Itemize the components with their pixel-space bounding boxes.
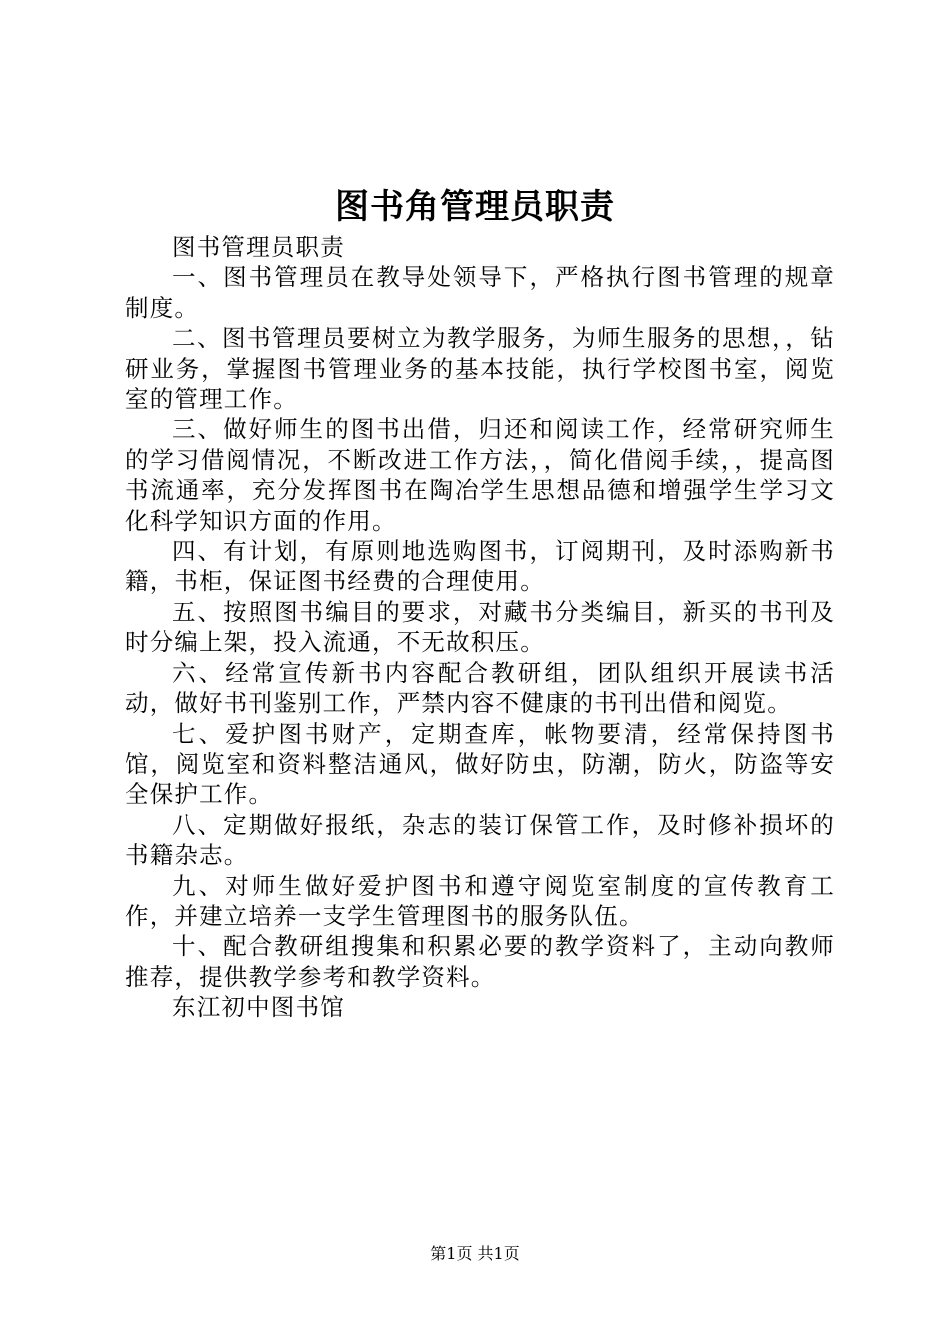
document-title: 图书角管理员职责 [335, 187, 615, 227]
duty-item-7: 七、爱护图书财产，定期查库，帐物要清，经常保持图书馆，阅览室和资料整洁通风，做好防虫，防潮，防火，防盗等安全保护工作。 [125, 719, 835, 809]
duty-item-3: 三、做好师生的图书出借，归还和阅读工作，经常研究师生的学习借阅情况，不断改进工作方法，，简化借阅手续，，提高图书流通率，充分发挥图书在陶冶学生思想品德和增强学生学习文化科学知识方面的作用。 [125, 415, 835, 535]
duty-item-1: 一、图书管理员在教导处领导下，严格执行图书管理的规章制度。 [125, 263, 835, 322]
document-body [125, 232, 835, 1023]
duty-item-9: 九、对师生做好爱护图书和遵守阅览室制度的宣传教育工作，并建立培养一支学生管理图书的服务队伍。 [125, 871, 835, 930]
duty-item-10: 十、配合教研组搜集和积累必要的教学资料了，主动向教师推荐，提供教学参考和教学资料。 [125, 932, 835, 991]
document-subtitle: 图书管理员职责 [172, 233, 345, 261]
duty-item-5: 五、按照图书编目的要求，对藏书分类编目，新买的书刊及时分编上架，投入流通，不无故积压。 [125, 597, 835, 657]
duty-item-2: 二、图书管理员要树立为教学服务，为师生服务的思想，，钻研业务，掌握图书管理业务的基本技能，执行学校图书室，阅览室的管理工作。 [125, 324, 835, 414]
duty-item-6: 六、经常宣传新书内容配合教研组，团队组织开展读书活动，做好书刊鉴别工作，严禁内容不健康的书刊出借和阅览。 [125, 658, 835, 718]
page-footer: 第1页 共1页 [430, 1244, 520, 1263]
document-signature: 东江初中图书馆 [172, 993, 345, 1022]
duty-item-4: 四、有计划，有原则地选购图书，订阅期刊，及时添购新书籍，书柜，保证图书经费的合理使用。 [125, 537, 835, 596]
duty-item-8: 八、定期做好报纸，杂志的装订保管工作，及时修补损坏的书籍杂志。 [125, 810, 835, 870]
